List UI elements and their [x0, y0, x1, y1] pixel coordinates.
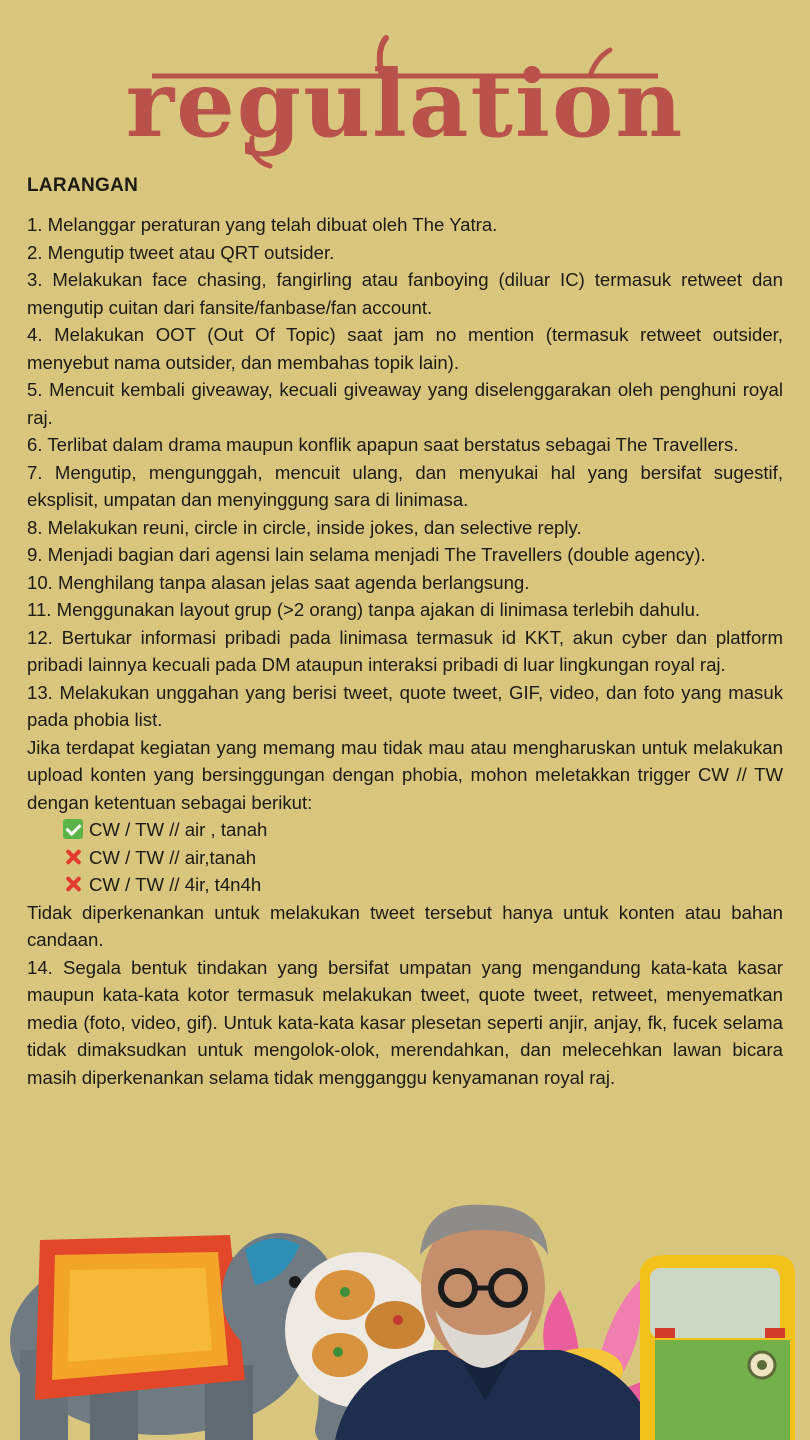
rules-list [27, 211, 783, 1091]
decorative-collage [0, 1200, 810, 1440]
rule-12: 12. Bertukar informasi pribadi pada linimasa termasuk id KKT, akun cyber dan platform pribadi lainnya kecuali pada DM ataupun interaksi pribadi di luar lingkungan royal raj. [27, 626, 783, 675]
cross-mark-icon [63, 874, 83, 894]
option-text: CW / TW // 4ir, t4n4h [89, 874, 262, 895]
rule-10: 10. Menghilang tanpa alasan jelas saat agenda berlangsung. [27, 571, 530, 593]
title-banner [0, 30, 810, 180]
rule-8: 8. Melakukan reuni, circle in circle, inside jokes, dan selective reply. [27, 516, 582, 538]
rule-4: 4. Melakukan OOT (Out Of Topic) saat jam no mention (termasuk retweet outsider, menyebut nama outsider, dan membahas topik lain). [27, 324, 783, 373]
page-title: regulation [125, 50, 685, 158]
option-row-forbidden [27, 844, 783, 872]
rule-13: 13. Melakukan unggahan yang berisi tweet, quote tweet, GIF, video, dan foto yang masuk pada phobia list. [27, 681, 783, 730]
rule-6: 6. Terlibat dalam drama maupun konflik apapun saat berstatus sebagai The Travellers. [27, 434, 739, 455]
collage-art [0, 1200, 810, 1440]
option-row-forbidden [27, 871, 783, 899]
title-art [0, 30, 810, 180]
rule-7: 7. Mengutip, mengunggah, mencuit ulang, dan menyukai hal yang bersifat sugestif, eksplisit, umpatan dan menyinggung sara di linimasa. [27, 461, 783, 510]
rule-13-footer: Tidak diperkenankan untuk melakukan tweet tersebut hanya untuk konten atau bahan candaan. [27, 901, 783, 950]
rule-5: 5. Mencuit kembali giveaway, kecuali giveaway yang diselenggarakan oleh penghuni royal raj. [27, 379, 783, 428]
option-text: CW / TW // air , tanah [89, 819, 268, 840]
rule-13-note: Jika terdapat kegiatan yang memang mau tidak mau atau mengharuskan untuk melakukan upload konten yang bersinggungan dengan phobia, mohon meletakkan trigger CW // TW dengan ketentuan sebagai berikut: [27, 736, 783, 813]
rule-11: 11. Menggunakan layout grup (>2 orang) tanpa ajakan di linimasa terlebih dahulu. [27, 599, 701, 620]
rule-2: 2. Mengutip tweet atau QRT outsider. [27, 241, 335, 263]
rule-14: 14. Segala bentuk tindakan yang bersifat umpatan yang mengandung kata-kata kasar maupun kata-kata kotor termasuk melakukan tweet, quote tweet, retweet, menyematkan media (foto, video, gif). Untuk kata-kata kasar plesetan seperti anjir, anjay, fk, fucek selama tidak dimaksudkan untuk mengolok-olok, merendahkan, dan melecehkan lawan bicara masih diperkenankan selama tidak mengganggu kenyamanan royal raj. [27, 956, 783, 1088]
cross-mark-icon [63, 847, 83, 867]
rule-3: 3. Melakukan face chasing, fangirling atau fanboying (diluar IC) termasuk retweet dan mengutip cuitan dari fansite/fanbase/fan account. [27, 269, 783, 318]
rule-1: 1. Melanggar peraturan yang telah dibuat oleh The Yatra. [27, 214, 498, 235]
rule-9: 9. Menjadi bagian dari agensi lain selama menjadi The Travellers (double agency). [27, 544, 706, 565]
auto-rickshaw-illustration [640, 1255, 795, 1440]
option-row-allowed [27, 816, 783, 844]
option-text: CW / TW // air,tanah [89, 846, 257, 868]
check-mark-icon [63, 819, 83, 839]
section-heading: LARANGAN [27, 175, 139, 196]
